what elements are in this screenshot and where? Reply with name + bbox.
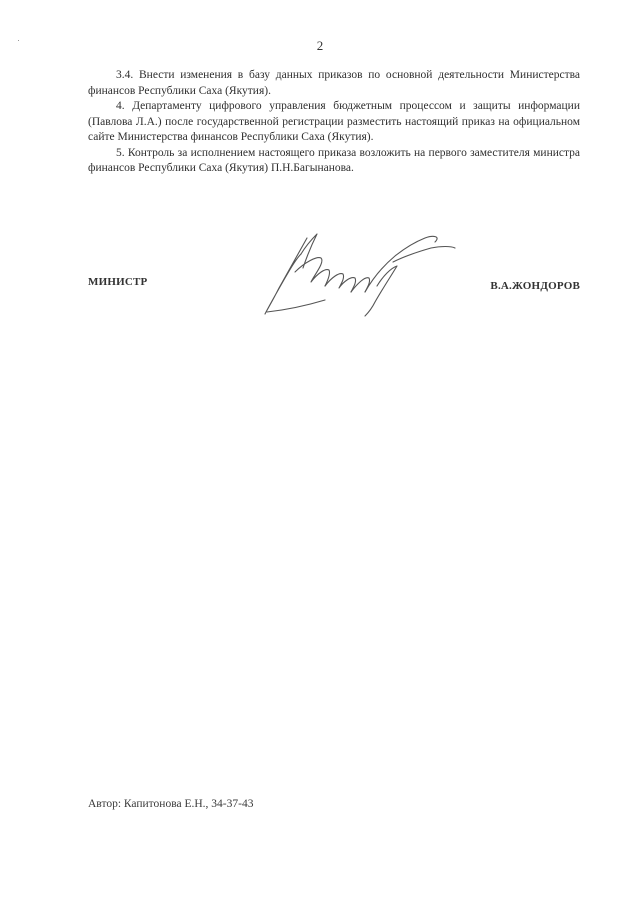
paragraph-5: 5. Контроль за исполнением настоящего приказа возложить на первого заместителя министра финансов Республики Саха (Якутия) П.Н.Багынанова. [88,146,580,174]
document-body [88,68,580,177]
page-number: 2 [316,38,324,53]
author-line: Автор: Капитонова Е.Н., 34-37-43 [88,798,254,810]
paragraph-4: 4. Департаменту цифрового управления бюджетным процессом и защиты информации (Павлова Л.А.) после государственной регистрации разместить настоящий приказ на официальном сайте Министерства финансов Республики Саха (Якутия). [88,100,580,143]
paragraph-3-4: 3.4. Внести изменения в базу данных приказов по основной деятельности Министерства финансов Республики Саха (Якутия). [88,69,580,97]
handwritten-signature [255,226,465,326]
signatory-name: В.А.ЖОНДОРОВ [490,280,580,292]
signatory-title: МИНИСТР [88,276,148,288]
